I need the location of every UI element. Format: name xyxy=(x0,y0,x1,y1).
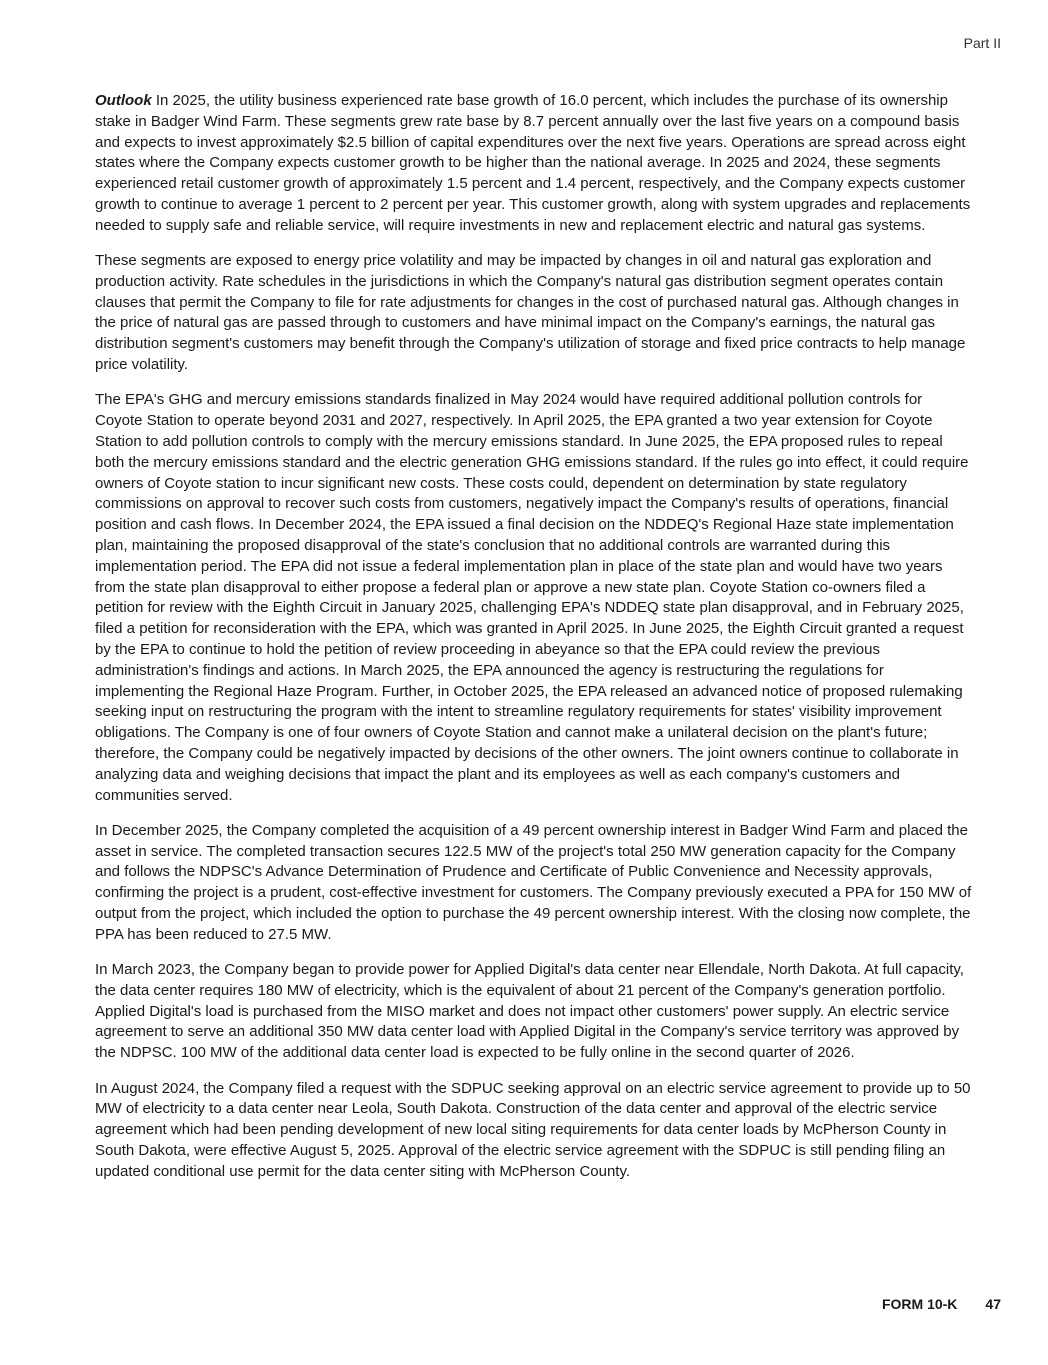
paragraph-outlook-text: In 2025, the utility business experienced rate base growth of 16.0 percent, which includes the purchase of its ownership stake in Badger Wind Farm. These segments grew rate base by 8.7 percent annually over the last five years on a compound basis and expects to invest approximately $2.5 billion of capital expenditures over the next five years. Operations are spread across eight states where the Company expects customer growth to be higher than the national average. In 2025 and 2024, these segments experienced retail customer growth of approximately 1.5 percent and 1.4 percent, respectively, and the Company expects customer growth to continue to average 1 percent to 2 percent per year. This customer growth, along with system upgrades and replacements needed to supply safe and reliable service, will require investments in new and replacement electric and natural gas systems. xyxy=(95,92,971,234)
form-label: FORM 10-K xyxy=(881,1296,958,1312)
paragraph-outlook xyxy=(95,91,973,237)
page-footer xyxy=(882,1296,1001,1312)
paragraph-energy-price: These segments are exposed to energy price volatility and may be impacted by changes in oil and natural gas exploration and production activity. Rate schedules in the jurisdictions in which the Company's natural gas distribution segment operates contain clauses that permit the Company to file for rate adjustments for changes in the cost of purchased natural gas. Although changes in the price of natural gas are passed through to customers and have minimal impact on the Company's earnings, the natural gas distribution segment's customers may benefit through the Company's utilization of storage and fixed price contracts to help manage price volatility. xyxy=(95,252,966,374)
paragraph-epa-coyote: The EPA's GHG and mercury emissions standards finalized in May 2024 would have required additional pollution controls for Coyote Station to operate beyond 2031 and 2027, respectively. In April 2025, the EPA granted a two year extension for Coyote Station to add pollution controls to comply with the mercury emissions standard. In June 2025, the EPA proposed rules to repeal both the mercury emissions standard and the electric generation GHG emissions standard. If the rules go into effect, it could require owners of Coyote station to incur significant new costs. These costs could, dependent on determination by state regulatory commissions on approval to recover such costs from customers, negatively impact the Company's results of operations, financial position and cash flows. In December 2024, the EPA issued a final decision on the NDDEQ's Regional Haze state implementation plan, maintaining the proposed disapproval of the state's conclusion that no additional controls are warranted during this implementation period. The EPA did not issue a federal implementation plan in place of the state plan and would have two years from the state plan disapproval to either propose a federal plan or approve a new state plan. Coyote Station co-owners filed a petition for review with the Eighth Circuit in January 2025, challenging EPA's NDDEQ state plan disapproval, and in February 2025, filed a petition for reconsideration with the EPA, which was granted in April 2025. In June 2025, the Eighth Circuit granted a request by the EPA to continue to hold the petition of review proceeding in abeyance so that the EPA could review the previous administration's findings and actions. In March 2025, the EPA announced the agency is restructuring the regulations for implementing the Regional Haze Program. Further, in October 2025, the EPA released an advanced notice of proposed rulemaking seeking input on restructuring the program with the intent to streamline regulatory requirements for states' visibility improvement obligations. The Company is one of four owners of Coyote Station and cannot make a unilateral decision on the plant's future; therefore, the Company could be negatively impacted by decisions of the other owners. The joint owners continue to collaborate in analyzing data and weighing decisions that impact the plant and its employees as well as each company's customers and communities served. xyxy=(95,391,969,804)
paragraph-applied-digital: In March 2023, the Company began to provide power for Applied Digital's data center near Ellendale, North Dakota. At full capacity, the data center requires 180 MW of electricity, which is the equivalent of about 21 percent of the Company's generation portfolio. Applied Digital's load is purchased from the MISO market and does not impact other customers' power supply. An electric service agreement to serve an additional 350 MW data center load with Applied Digital in the Company's service territory was approved by the NDPSC. 100 MW of the additional data center load is expected to be fully online in the second quarter of 2026. xyxy=(95,961,964,1062)
outlook-heading: Outlook xyxy=(95,92,152,109)
paragraph-badger-wind: In December 2025, the Company completed the acquisition of a 49 percent ownership interest in Badger Wind Farm and placed the asset in service. The completed transaction secures 122.5 MW of the project's total 250 MW generation capacity for the Company and follows the NDPSC's Advance Determination of Prudence and Certificate of Public Convenience and Necessity approvals, confirming the project is a prudent, cost-effective investment for customers. The Company previously executed a PPA for 150 MW of output from the project, which included the option to purchase the 49 percent ownership interest. With the closing now complete, the PPA has been reduced to 27.5 MW. xyxy=(95,821,972,943)
document-body xyxy=(95,91,973,1197)
page-number: 47 xyxy=(985,1296,1001,1312)
part-label: Part II xyxy=(963,35,1001,51)
paragraph-leola-data-center: In August 2024, the Company filed a request with the SDPUC seeking approval on an electric service agreement to provide up to 50 MW of electricity to a data center near Leola, South Dakota. Construction of the data center and approval of the electric service agreement which had been pending development of new local siting requirements for data center loads by McPherson County in South Dakota, were effective August 5, 2025. Approval of the electric service agreement with the SDPUC is still pending filing an updated conditional use permit for the data center siting with McPherson County. xyxy=(95,1079,971,1180)
